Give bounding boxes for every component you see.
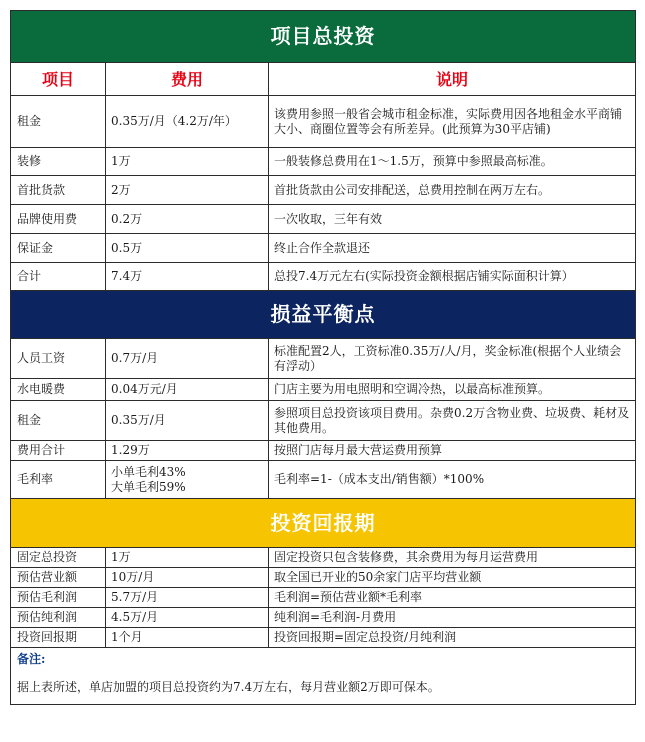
table-row-total — [11, 263, 636, 291]
row-description: 按照门店每月最大营运费用预算 — [269, 441, 636, 461]
table-row — [11, 608, 636, 628]
section-title-investment: 项目总投资 — [11, 11, 636, 63]
row-item: 合计 — [11, 263, 106, 291]
header-item: 项目 — [11, 63, 106, 96]
section-title-payback: 投资回报期 — [11, 499, 636, 548]
row-item: 租金 — [11, 401, 106, 441]
row-cost: 0.5万 — [106, 234, 269, 263]
table-row — [11, 205, 636, 234]
note-title: 备注: — [11, 648, 636, 671]
row-description: 首批货款由公司安排配送，总费用控制在两万左右。 — [269, 176, 636, 205]
row-description: 该费用参照一般省会城市租金标准，实际费用因各地租金水平商铺大小、商圈位置等会有所差异。(此预算为30平店铺) — [269, 96, 636, 148]
row-description: 投资回报期=固定总投资/月纯利润 — [269, 628, 636, 648]
row-description: 标准配置2人，工资标准0.35万/人/月，奖金标准(根据个人业绩会有浮动） — [269, 339, 636, 379]
row-cost: 1万 — [106, 548, 269, 568]
row-cost: 5.7万/月 — [106, 588, 269, 608]
row-description: 终止合作全款退还 — [269, 234, 636, 263]
row-cost: 0.35万/月 — [106, 401, 269, 441]
row-cost: 0.7万/月 — [106, 339, 269, 379]
header-row — [11, 63, 636, 96]
table-row — [11, 148, 636, 176]
table-row — [11, 441, 636, 461]
row-cost: 1.29万 — [106, 441, 269, 461]
row-item: 固定总投资 — [11, 548, 106, 568]
table-row — [11, 379, 636, 401]
row-description: 纯利润=毛利润-月费用 — [269, 608, 636, 628]
note-body-row — [11, 670, 636, 705]
row-cost: 1万 — [106, 148, 269, 176]
row-description: 取全国已开业的50余家门店平均营业额 — [269, 568, 636, 588]
section-title-breakeven: 损益平衡点 — [11, 291, 636, 339]
row-description: 门店主要为用电照明和空调冷热，以最高标准预算。 — [269, 379, 636, 401]
row-item: 租金 — [11, 96, 106, 148]
investment-table — [10, 10, 636, 705]
table-row — [11, 401, 636, 441]
row-item: 首批货款 — [11, 176, 106, 205]
table-row — [11, 234, 636, 263]
section-banner-investment — [11, 11, 636, 63]
table-row — [11, 339, 636, 379]
table-row — [11, 568, 636, 588]
table-row — [11, 176, 636, 205]
section-banner-breakeven — [11, 291, 636, 339]
row-item: 装修 — [11, 148, 106, 176]
note-title-row — [11, 648, 636, 671]
large-order-margin: 大单毛利59% — [111, 479, 186, 494]
row-item: 预估纯利润 — [11, 608, 106, 628]
row-cost: 10万/月 — [106, 568, 269, 588]
row-item: 毛利率 — [11, 461, 106, 499]
row-cost: 0.2万 — [106, 205, 269, 234]
row-item: 费用合计 — [11, 441, 106, 461]
row-description: 毛利率=1-（成本支出/销售额）*100% — [269, 461, 636, 499]
row-cost: 0.35万/月（4.2万/年） — [106, 96, 269, 148]
table-row — [11, 548, 636, 568]
row-cost: 2万 — [106, 176, 269, 205]
row-cost — [106, 461, 269, 499]
row-item: 品牌使用费 — [11, 205, 106, 234]
investment-sheet — [10, 10, 635, 705]
header-cost: 费用 — [106, 63, 269, 96]
row-item: 预估营业额 — [11, 568, 106, 588]
row-item: 保证金 — [11, 234, 106, 263]
row-cost: 7.4万 — [106, 263, 269, 291]
header-description: 说明 — [269, 63, 636, 96]
table-row — [11, 628, 636, 648]
row-description: 固定投资只包含装修费，其余费用为每月运营费用 — [269, 548, 636, 568]
row-description: 一次收取，三年有效 — [269, 205, 636, 234]
section-banner-payback — [11, 499, 636, 548]
row-description: 毛利润=预估营业额*毛利率 — [269, 588, 636, 608]
row-cost: 4.5万/月 — [106, 608, 269, 628]
small-order-margin: 小单毛利43% — [111, 464, 186, 479]
note-text: 据上表所述，单店加盟的项目总投资约为7.4万左右，每月营业额2万即可保本。 — [11, 670, 636, 705]
table-row — [11, 588, 636, 608]
table-row-margin — [11, 461, 636, 499]
row-cost: 0.04万元/月 — [106, 379, 269, 401]
row-description: 参照项目总投资该项目费用。杂费0.2万含物业费、垃圾费、耗材及其他费用。 — [269, 401, 636, 441]
row-item: 预估毛利润 — [11, 588, 106, 608]
row-cost: 1个月 — [106, 628, 269, 648]
row-description: 总投7.4万元左右(实际投资金额根据店铺实际面积计算） — [269, 263, 636, 291]
row-description: 一般装修总费用在1～1.5万，预算中参照最高标准。 — [269, 148, 636, 176]
row-item: 水电暖费 — [11, 379, 106, 401]
table-row — [11, 96, 636, 148]
row-item: 投资回报期 — [11, 628, 106, 648]
row-item: 人员工资 — [11, 339, 106, 379]
